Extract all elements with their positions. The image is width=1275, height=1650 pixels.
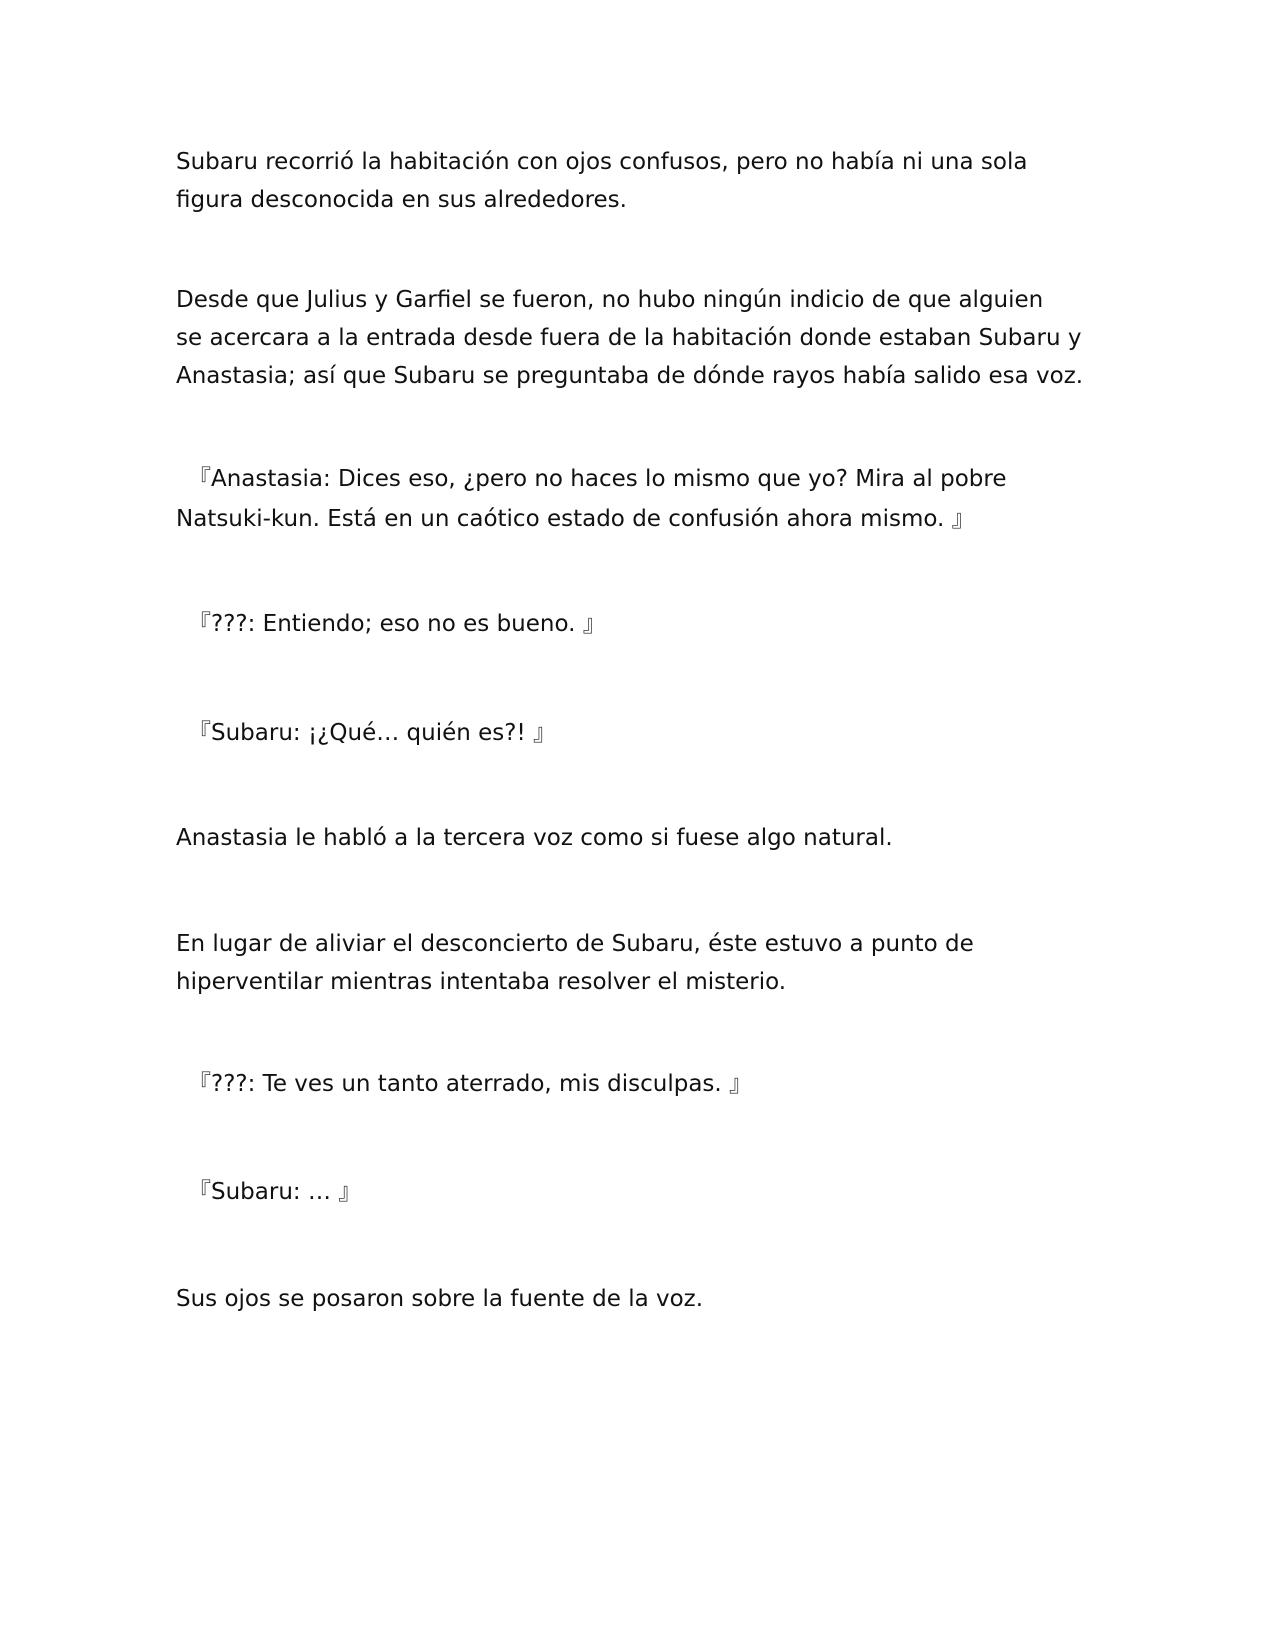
- paragraph-subaru-looks-around: [176, 143, 1116, 219]
- text-line: Sus ojos se posaron sobre la fuente de la voz.: [176, 1286, 704, 1312]
- paragraph-subaru-confusion: [176, 925, 1116, 1001]
- text-line: Desde que Julius y Garfiel se fueron, no hubo ningún indicio de que alguien: [176, 287, 1044, 313]
- dialogue-subaru-2: [188, 1172, 1128, 1212]
- dialogue-unknown-1: [188, 604, 1128, 644]
- paragraph-julius-garfiel-left: [176, 281, 1116, 395]
- paragraph-anastasia-spoke: [176, 819, 1116, 857]
- dialogue-unknown-2: [188, 1064, 1128, 1104]
- text-line: figura desconocida en sus alrededores.: [176, 187, 627, 213]
- text-line: se acercara a la entrada desde fuera de la habitación donde estaban Subaru y: [176, 325, 1082, 351]
- text-line: Anastasia le habló a la tercera voz como si fuese algo natural.: [176, 825, 893, 851]
- text-line: Subaru recorrió la habitación con ojos confusos, pero no había ni una sola: [176, 149, 1028, 175]
- text-line: 『Subaru: … 』: [188, 1179, 362, 1205]
- text-line: En lugar de aliviar el desconcierto de Subaru, éste estuvo a punto de: [176, 931, 974, 957]
- text-line: Anastasia; así que Subaru se preguntaba de dónde rayos había salido esa voz.: [176, 363, 1084, 389]
- text-line: hiperventilar mientras intentaba resolver el misterio.: [176, 969, 787, 995]
- text-line: 『???: Te ves un tanto aterrado, mis disculpas. 』: [188, 1071, 753, 1097]
- text-line: 『Anastasia: Dices eso, ¿pero no haces lo mismo que yo? Mira al pobre: [188, 466, 1007, 492]
- dialogue-subaru-1: [188, 713, 1128, 753]
- paragraph-eyes-rest: [176, 1280, 1116, 1318]
- text-line: 『Subaru: ¡¿Qué… quién es?! 』: [188, 720, 557, 746]
- text-line: Natsuki-kun. Está en un caótico estado de confusión ahora mismo. 』: [176, 506, 975, 532]
- text-line: 『???: Entiendo; eso no es bueno. 』: [188, 611, 606, 637]
- dialogue-anastasia: [176, 459, 1116, 539]
